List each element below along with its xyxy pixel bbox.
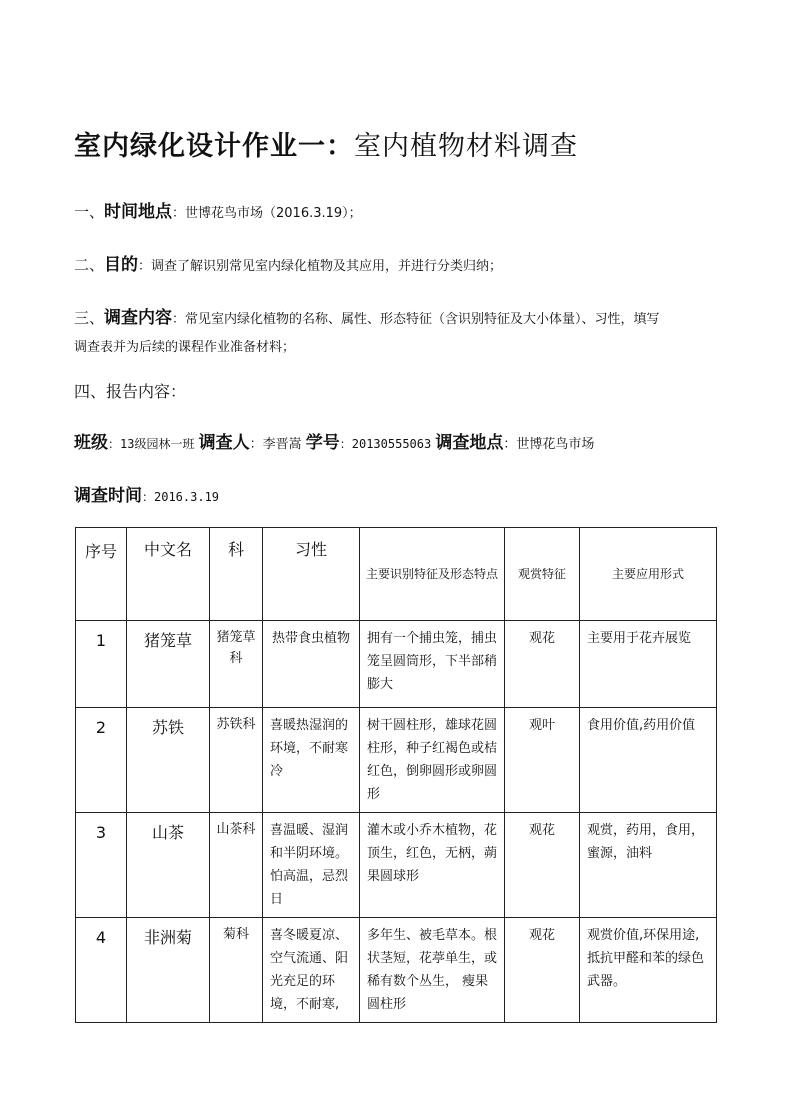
row-usage: 观赏价值,环保用途,抵抗甲醛和苯的绿色武器。	[587, 928, 705, 989]
section-content-continued: 调查表并为后续的课程作业准备材料；	[74, 340, 296, 355]
row-usage: 观赏，药用，食用，蜜源，油料	[587, 823, 705, 861]
row-family: 菊科	[222, 927, 249, 942]
row-ornamental: 观叶	[528, 718, 555, 733]
section1-heading: 时间地点	[104, 202, 173, 222]
section1-prefix: 一、	[74, 203, 105, 221]
row-habit: 喜冬暖夏凉、空气流通、阳光充足的环境，不耐寒,	[270, 928, 349, 1012]
section-report: 四、报告内容：	[74, 382, 187, 401]
class-label: 班级	[74, 433, 108, 453]
section-time-place	[74, 202, 362, 224]
header-usage: 主要应用形式	[580, 528, 717, 621]
section3-prefix: 三、	[74, 309, 105, 327]
row-habit: 喜温暖、湿润和半阴环境。怕高温，忌烈日	[270, 823, 349, 907]
section2-heading: 目的	[104, 255, 139, 275]
section3-text: ：常见室内绿化植物的名称、属性、形态特征（含识别特征及大小体量）、习性，填写	[172, 312, 660, 327]
section1-text: ：世博花鸟市场（2016.3.19）；	[172, 206, 362, 221]
student-id-value: ：20130555063	[339, 437, 432, 451]
row-usage: 主要用于花卉展览	[587, 631, 692, 646]
row-ornamental: 观花	[528, 928, 555, 943]
place-label: 调查地点	[435, 433, 504, 453]
section3-heading: 调查内容	[104, 308, 173, 328]
surveyor-label: 调查人	[198, 433, 250, 453]
row-habit: 热带食虫植物	[271, 631, 350, 646]
header-habit: 习性	[263, 528, 360, 621]
row-features: 树干圆柱形，雄球花圆柱形，种子红褐色或桔红色，倒卵圆形或卵圆形	[367, 718, 498, 802]
table-row	[76, 708, 717, 813]
row-features: 灌木或小乔木植物，花顶生，红色，无柄，蒴果圆球形	[367, 823, 498, 884]
row-name: 非洲菊	[143, 928, 192, 947]
row-number: 4	[95, 928, 107, 947]
title-sub: 室内植物材料调查	[354, 131, 578, 162]
header-features: 主要识别特征及形态特点	[360, 528, 505, 621]
section-purpose	[74, 255, 502, 277]
student-id-label: 学号	[305, 433, 340, 453]
row-name: 苏铁	[151, 718, 184, 737]
row-family: 猪笼草科	[216, 630, 256, 666]
table-row	[76, 918, 717, 1023]
survey-table	[75, 527, 717, 1023]
row-name: 猪笼草	[143, 631, 192, 650]
row-name: 山茶	[151, 823, 184, 842]
info-line	[74, 433, 594, 455]
row-family: 苏铁科	[216, 717, 256, 732]
title-main: 室内绿化设计作业一：	[74, 131, 354, 162]
row-ornamental: 观花	[528, 823, 555, 838]
time-label: 调查时间	[74, 486, 142, 506]
header-ornamental: 观赏特征	[505, 528, 580, 621]
page-title	[74, 124, 578, 163]
table-header-row	[76, 528, 717, 621]
row-habit: 喜暖热湿润的环境，不耐寒冷	[270, 718, 349, 779]
table-row	[76, 621, 717, 708]
row-number: 1	[95, 631, 107, 650]
row-number: 2	[95, 718, 107, 737]
class-value: ：13级园林一班	[108, 437, 195, 451]
header-name: 中文名	[127, 528, 210, 621]
header-family: 科	[210, 528, 263, 621]
section2-prefix: 二、	[74, 256, 105, 274]
row-ornamental: 观花	[528, 631, 555, 646]
row-number: 3	[95, 823, 107, 842]
row-features: 拥有一个捕虫笼，捕虫笼呈圆筒形，下半部稍膨大	[367, 631, 498, 692]
row-family: 山茶科	[216, 822, 256, 837]
header-serial: 序号	[76, 528, 127, 621]
row-features: 多年生、被毛草本。根状茎短，花葶单生，或稀有数个丛生， 瘦果圆柱形	[367, 928, 498, 1012]
place-value: ：世博花鸟市场	[503, 437, 595, 452]
table-row	[76, 813, 717, 918]
section2-text: ：调查了解识别常见室内绿化植物及其应用，并进行分类归纳；	[138, 259, 503, 274]
row-usage: 食用价值,药用价值	[587, 718, 696, 733]
section-content	[74, 308, 660, 330]
time-value: ：2016.3.19	[142, 490, 220, 504]
surveyor-value: ：李晋嵩	[249, 437, 302, 452]
time-line	[74, 486, 219, 508]
